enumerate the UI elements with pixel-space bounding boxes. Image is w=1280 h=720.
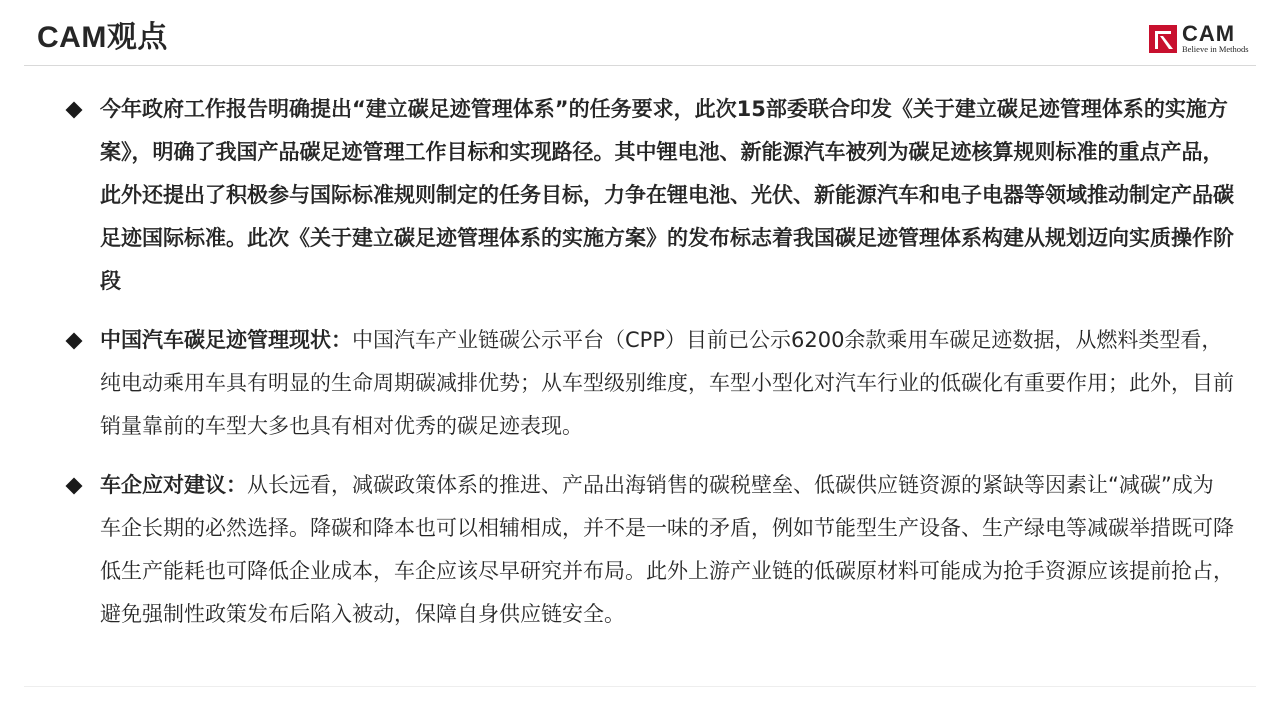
footer-divider (24, 686, 1256, 687)
bullet-item-policy (64, 88, 1234, 303)
bullet-policy-bold-text: 今年政府工作报告明确提出“建立碳足迹管理体系”的任务要求，此次15部委联合印发《关于建立碳足迹管理体系的实施方案》，明确了我国产品碳足迹管理工作目标和实现路径。其中锂电池、新能源汽车被列为碳足迹核算规则标准的重点产品，此外还提出了积极参与国际标准规则制定的任务目标，力争在锂电池、光伏、新能源汽车和电子电器等领域推动制定产品碳足迹国际标准。此次《关于建立碳足迹管理体系的实施方案》的发布标志着我国碳足迹管理体系构建从规划迈向实质操作阶段 (100, 97, 1234, 293)
bullet-suggestions-text: 从长远看，减碳政策体系的推进、产品出海销售的碳税壁垒、低碳供应链资源的紧缺等因素让“减碳”成为车企长期的必然选择。降碳和降本也可以相辅相成，并不是一味的矛盾，例如节能型生产设备、生产绿电等减碳举措既可降低生产能耗也可降低企业成本，车企应该尽早研究并布局。此外上游产业链的低碳原材料可能成为抢手资源应该提前抢占，避免强制性政策发布后陷入被动，保障自身供应链安全。 (100, 473, 1234, 626)
logo-tagline: Believe in Methods (1182, 44, 1249, 54)
bullet-suggestions-heading: 车企应对建议： (100, 473, 247, 497)
page-title: CAM观点 (37, 21, 168, 54)
diamond-bullet-icon (66, 478, 83, 495)
header-divider (24, 65, 1256, 66)
bullet-status-text: 中国汽车产业链碳公示平台（CPP）目前已公示6200余款乘用车碳足迹数据，从燃料类型看，纯电动乘用车具有明显的生命周期碳减排优势；从车型级别维度，车型小型化对汽车行业的低碳化有重要作用；此外，目前销量靠前的车型大多也具有相对优秀的碳足迹表现。 (100, 328, 1234, 438)
cam-logo-icon (1149, 25, 1177, 53)
bullet-list (64, 88, 1234, 652)
diamond-bullet-icon (66, 102, 83, 119)
diamond-bullet-icon (66, 333, 83, 350)
bullet-item-status (64, 319, 1234, 448)
logo-wordmark: CAM (1182, 21, 1236, 46)
bullet-status-heading: 中国汽车碳足迹管理现状： (100, 328, 352, 352)
cam-logo (1149, 21, 1259, 54)
bullet-item-suggestions (64, 464, 1234, 636)
